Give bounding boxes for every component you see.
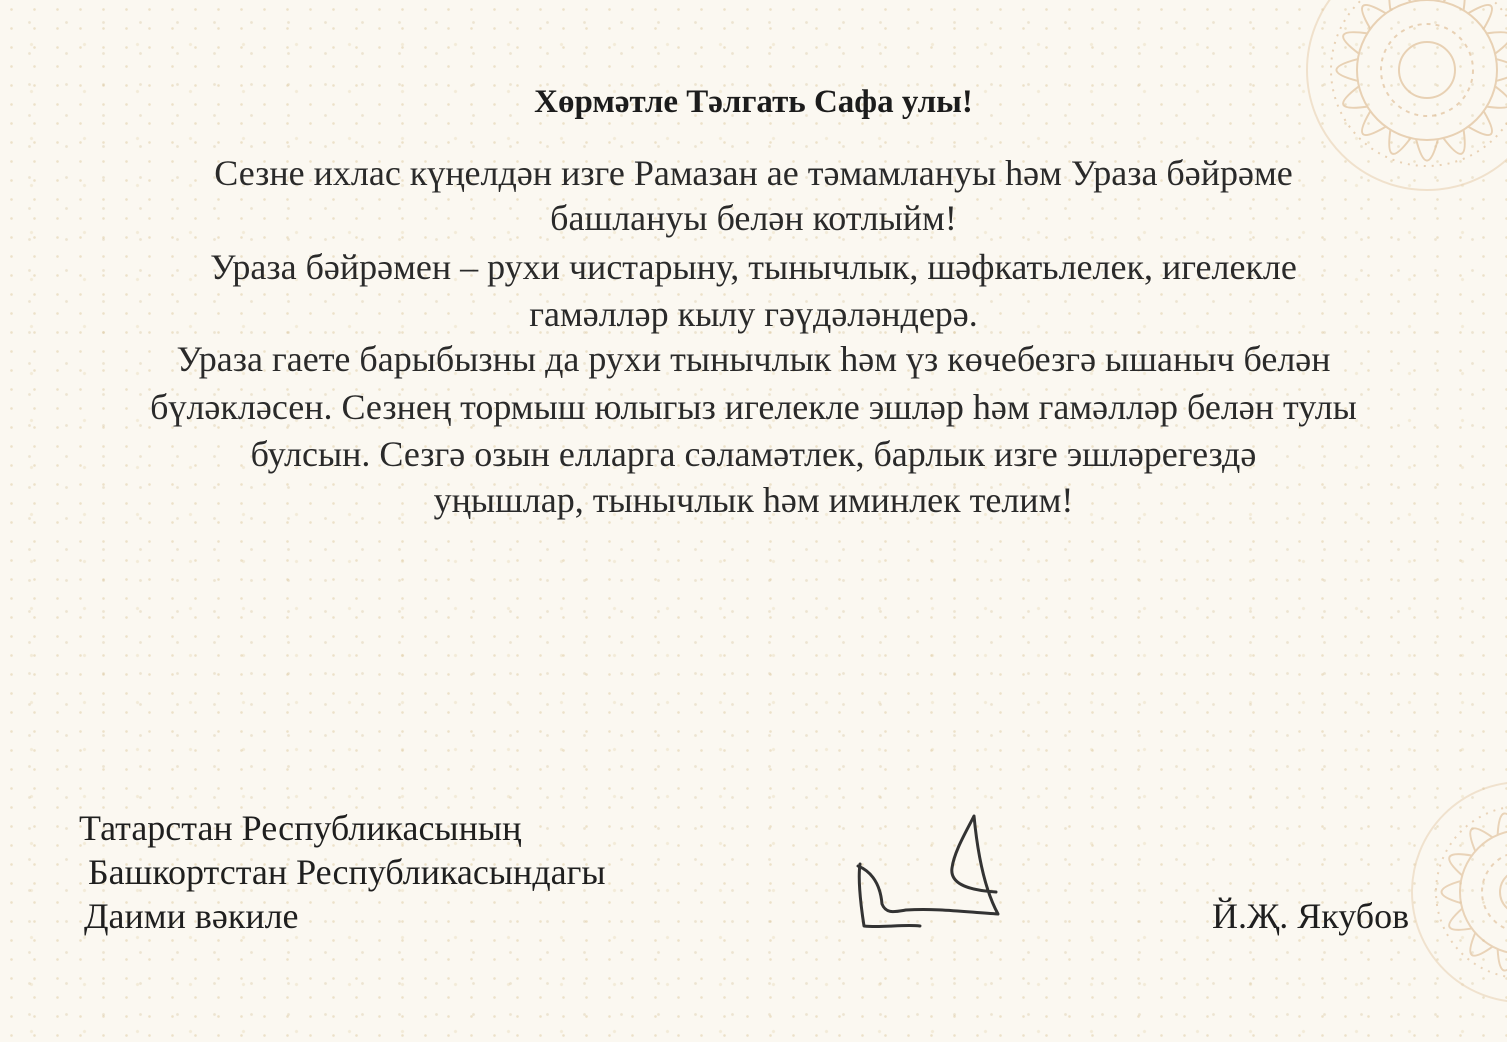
corner-ornament-bottom-right	[1362, 722, 1507, 1042]
ornament-petal	[1362, 5, 1386, 29]
sender-title-line-2: Башкортстан Республикасындагы	[88, 852, 606, 892]
sender-name: Й.Җ. Якубов	[1212, 896, 1410, 936]
ornament-petal	[1496, 59, 1507, 81]
ornament-petal	[1449, 854, 1472, 875]
ornament-petal	[1336, 59, 1357, 81]
ornament-petal	[1443, 0, 1464, 10]
ornament-petal	[1487, 32, 1507, 53]
ornament-petal	[1449, 908, 1472, 929]
ornament-petal	[1470, 828, 1492, 851]
letter-salutation: Хөрмәтле Тәлгать Сафа улы!	[534, 84, 973, 120]
ornament-petal	[1470, 933, 1492, 956]
body-line-4: гамәлләр кылу гәүдәләндерә.	[529, 294, 978, 334]
ornament-petal	[1498, 949, 1507, 971]
body-line-6: бүләкләсен. Сезнең тормыш юлыгыз игелекле эшләр һәм гамәлләр белән тулы	[150, 387, 1357, 427]
ornament-petal	[1343, 32, 1367, 53]
ornament-petal	[1416, 0, 1438, 1]
ornament-petal	[1441, 881, 1460, 903]
body-line-1: Сезне ихлас күңелдән изге Рамазан ае тәмамлануы һәм Ураза бәйрәме	[214, 153, 1293, 193]
ornament-petal	[1389, 0, 1410, 10]
body-line-3: Ураза бәйрәмен – рухи чистарыну, тынычлык, шәфкатьлелек, игелекле	[210, 247, 1297, 287]
ornament-petal	[1498, 813, 1507, 835]
handwritten-signature	[846, 808, 1016, 938]
ornament-petal	[1468, 5, 1492, 29]
sender-title-line-1: Татарстан Республикасының	[79, 808, 522, 848]
sender-title-line-3: Даими вәкиле	[84, 896, 299, 936]
body-line-2: башлануы белән котлыйм!	[550, 198, 957, 238]
body-line-5: Ураза гаете барыбызны да рухи тынычлык һәм үз көчебезгә ышаныч белән	[176, 339, 1331, 379]
body-line-7: булсын. Сезгә озын елларга сәламәтлек, барлык изге эшләрегездә	[250, 434, 1257, 474]
body-line-8: уңышлар, тынычлык һәм иминлек телим!	[433, 480, 1074, 520]
